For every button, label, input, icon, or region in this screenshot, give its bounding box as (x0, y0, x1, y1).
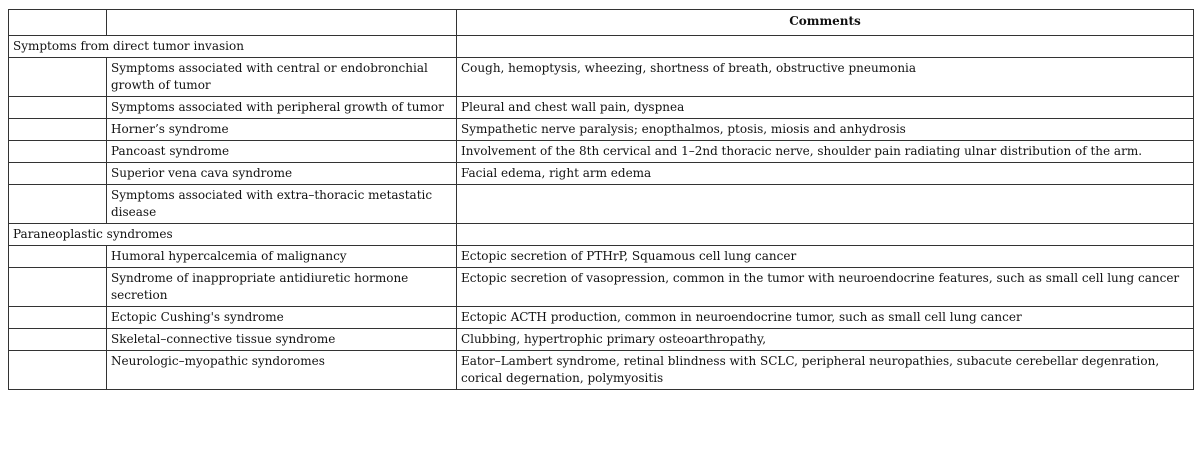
item-cell: Humoral hypercalcemia of malignancy (107, 246, 457, 268)
indent-cell (9, 246, 107, 268)
section-row (9, 36, 1194, 58)
comment-cell: Cough, hemoptysis, wheezing, shortness of breath, obstructive pneumonia (457, 58, 1194, 97)
indent-cell (9, 185, 107, 224)
item-cell: Horner’s syndrome (107, 119, 457, 141)
comment-cell: Facial edema, right arm edema (457, 163, 1194, 185)
table-row (9, 58, 1194, 97)
item-cell: Ectopic Cushing's syndrome (107, 307, 457, 329)
item-cell: Syndrome of inappropriate antidiuretic hormone secretion (107, 268, 457, 307)
section-title: Paraneoplastic syndromes (9, 224, 457, 246)
table-row (9, 185, 1194, 224)
table-row (9, 97, 1194, 119)
indent-cell (9, 351, 107, 390)
table-row (9, 163, 1194, 185)
comment-cell: Ectopic secretion of vasopression, common in the tumor with neuroendocrine features, such as small cell lung cancer (457, 268, 1194, 307)
item-cell: Symptoms associated with central or endobronchial growth of tumor (107, 58, 457, 97)
comment-cell: Ectopic secretion of PTHrP, Squamous cell lung cancer (457, 246, 1194, 268)
indent-cell (9, 119, 107, 141)
comment-cell: Ectopic ACTH production, common in neuroendocrine tumor, such as small cell lung cancer (457, 307, 1194, 329)
table-row (9, 246, 1194, 268)
table-row (9, 351, 1194, 390)
table-row (9, 141, 1194, 163)
indent-cell (9, 329, 107, 351)
comment-cell: Pleural and chest wall pain, dyspnea (457, 97, 1194, 119)
header-cell-blank-2 (107, 10, 457, 36)
indent-cell (9, 268, 107, 307)
header-cell-comments: Comments (457, 10, 1194, 36)
item-cell: Superior vena cava syndrome (107, 163, 457, 185)
section-title: Symptoms from direct tumor invasion (9, 36, 457, 58)
table-container (8, 9, 1194, 390)
table-row (9, 268, 1194, 307)
indent-cell (9, 163, 107, 185)
item-cell: Pancoast syndrome (107, 141, 457, 163)
comment-cell: Clubbing, hypertrophic primary osteoarthropathy, (457, 329, 1194, 351)
header-cell-blank-1 (9, 10, 107, 36)
item-cell: Symptoms associated with extra–thoracic metastatic disease (107, 185, 457, 224)
indent-cell (9, 97, 107, 119)
indent-cell (9, 307, 107, 329)
table-row (9, 307, 1194, 329)
table-row (9, 119, 1194, 141)
item-cell: Symptoms associated with peripheral growth of tumor (107, 97, 457, 119)
indent-cell (9, 141, 107, 163)
comment-cell (457, 185, 1194, 224)
comment-cell: Eator–Lambert syndrome, retinal blindness with SCLC, peripheral neuropathies, subacute cerebellar degenration, corical degernation, polymyositis (457, 351, 1194, 390)
header-row (9, 10, 1194, 36)
table-row (9, 329, 1194, 351)
comment-cell: Involvement of the 8th cervical and 1–2nd thoracic nerve, shoulder pain radiating ulnar distribution of the arm. (457, 141, 1194, 163)
symptoms-table (8, 9, 1194, 390)
indent-cell (9, 58, 107, 97)
section-comment (457, 36, 1194, 58)
section-comment (457, 224, 1194, 246)
section-row (9, 224, 1194, 246)
comment-cell: Sympathetic nerve paralysis; enopthalmos, ptosis, miosis and anhydrosis (457, 119, 1194, 141)
item-cell: Skeletal–connective tissue syndrome (107, 329, 457, 351)
item-cell: Neurologic–myopathic syndoromes (107, 351, 457, 390)
